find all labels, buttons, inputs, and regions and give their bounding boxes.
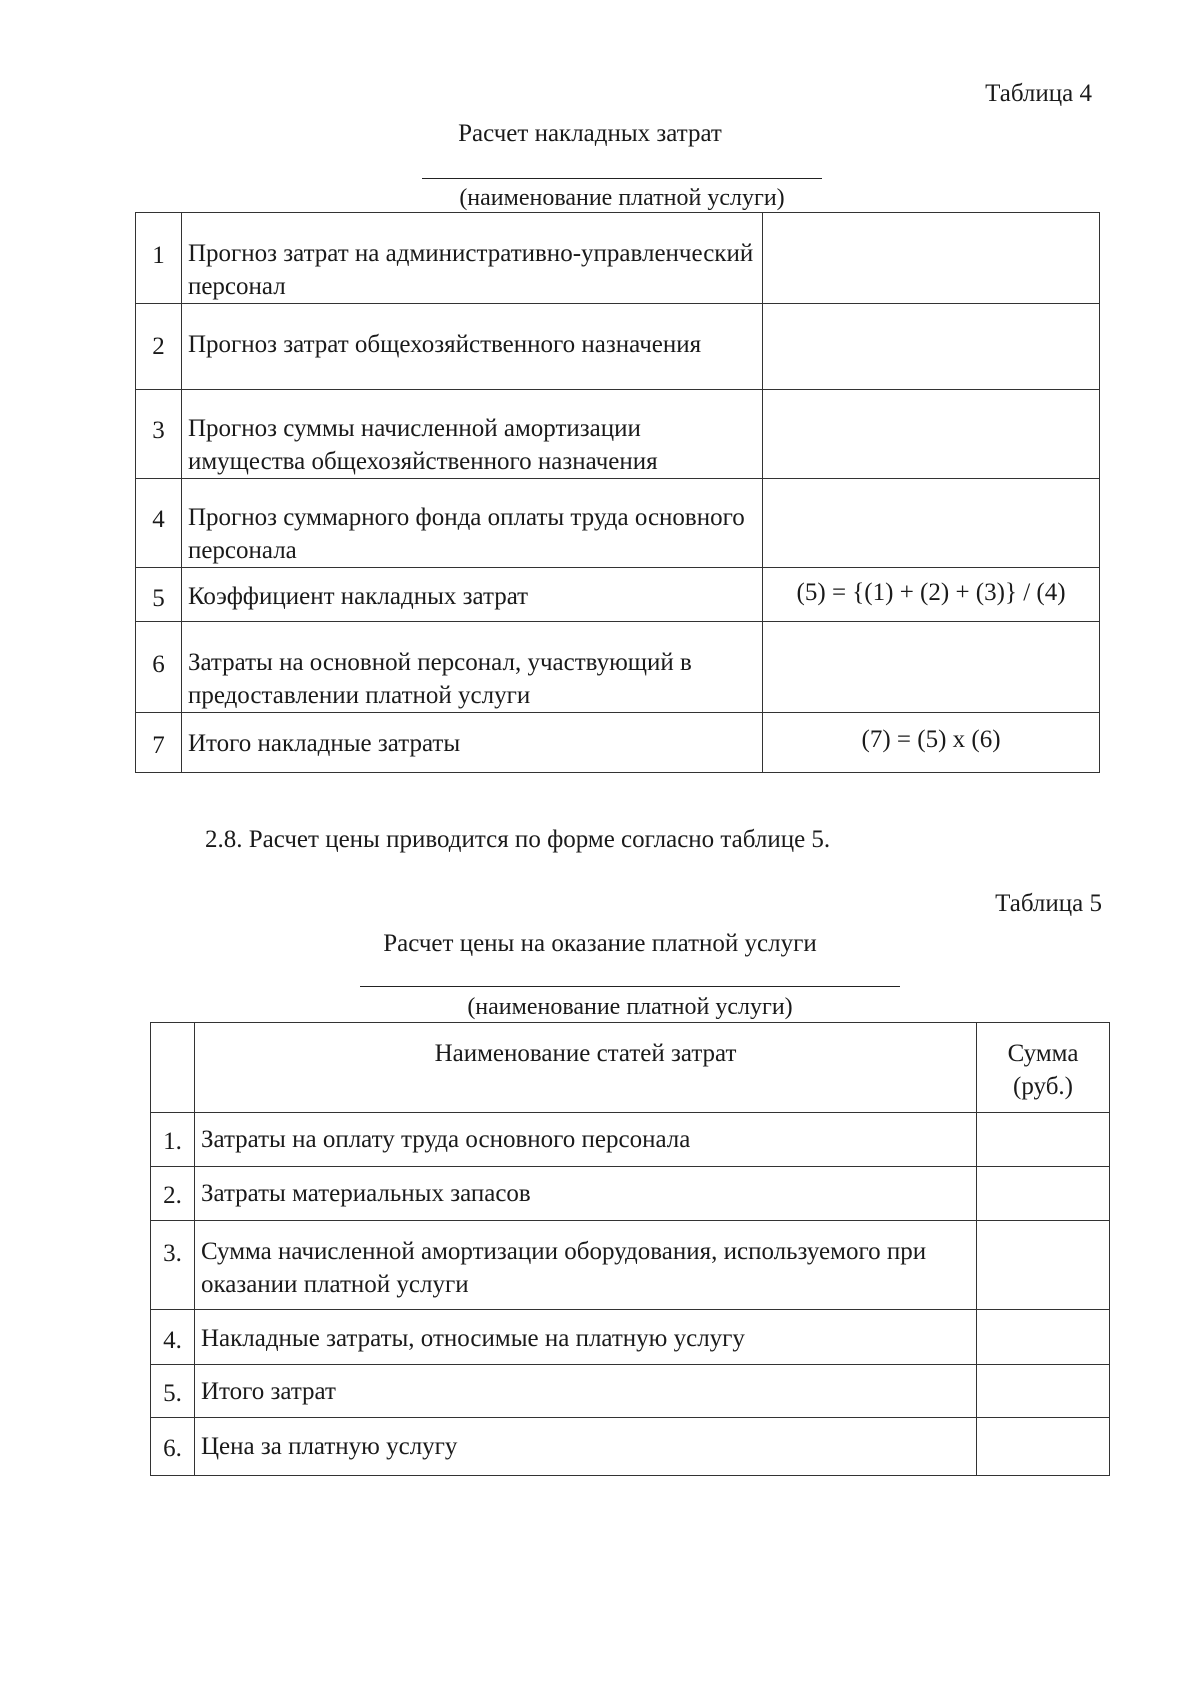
table-row [151, 1310, 1110, 1365]
header-sum-rub: Сумма (руб.) [977, 1023, 1110, 1113]
table-row [136, 479, 1100, 568]
table5-service-name-line [360, 986, 900, 987]
row-value-cell [763, 390, 1100, 479]
table5-title: Расчет цены на оказание платной услуги [383, 930, 817, 957]
row-text: Коэффициент накладных затрат [181, 568, 762, 622]
row-value-cell [763, 304, 1100, 390]
row-number: 3. [151, 1221, 195, 1310]
paragraph-2-8: 2.8. Расчет цены приводится по форме согласно таблице 5. [205, 826, 831, 853]
table-row [136, 304, 1100, 390]
table5-caption: (наименование платной услуги) [467, 994, 793, 1020]
row-text: Итого накладные затраты [181, 713, 762, 773]
table4-caption: (наименование платной услуги) [459, 185, 785, 211]
header-number-cell [151, 1023, 195, 1113]
table5-price-calculation [150, 1022, 1110, 1476]
row-number: 2. [151, 1167, 195, 1221]
row-text: Затраты на основной персонал, участвующий в предоставлении платной услуги [181, 622, 762, 713]
row-value-cell [977, 1310, 1110, 1365]
table5-number-label: Таблица 5 [995, 890, 1102, 917]
row-number: 4. [151, 1310, 195, 1365]
row-value-formula: (5) = {(1) + (2) + (3)} / (4) [763, 568, 1100, 622]
row-text: Прогноз затрат общехозяйственного назначения [181, 304, 762, 390]
table-row [136, 390, 1100, 479]
row-value-cell [763, 213, 1100, 304]
table-header-row [151, 1023, 1110, 1113]
row-text: Прогноз суммарного фонда оплаты труда основного персонала [181, 479, 762, 568]
header-cost-item-name: Наименование статей затрат [194, 1023, 976, 1113]
row-value-cell [977, 1113, 1110, 1167]
row-text: Цена за платную услугу [194, 1418, 976, 1476]
table-row [151, 1167, 1110, 1221]
row-text: Итого затрат [194, 1365, 976, 1418]
row-number: 6. [151, 1418, 195, 1476]
table-row [136, 568, 1100, 622]
row-text: Сумма начисленной амортизации оборудования, используемого при оказании платной услуги [194, 1221, 976, 1310]
table4-title: Расчет накладных затрат [458, 120, 722, 147]
table-row [136, 213, 1100, 304]
row-number: 6 [136, 622, 182, 713]
row-text: Затраты материальных запасов [194, 1167, 976, 1221]
table-row [136, 713, 1100, 773]
table-row [151, 1113, 1110, 1167]
row-value-formula: (7) = (5) x (6) [763, 713, 1100, 773]
row-text: Накладные затраты, относимые на платную услугу [194, 1310, 976, 1365]
table-row [151, 1365, 1110, 1418]
table4-overhead-costs [135, 212, 1100, 773]
row-text: Прогноз затрат на административно-управленческий персонал [181, 213, 762, 304]
table-row [151, 1221, 1110, 1310]
row-value-cell [763, 622, 1100, 713]
table-row [136, 622, 1100, 713]
table-row [151, 1418, 1110, 1476]
row-value-cell [977, 1167, 1110, 1221]
row-value-cell [977, 1365, 1110, 1418]
table4-service-name-line [422, 178, 822, 179]
row-number: 7 [136, 713, 182, 773]
row-value-cell [977, 1418, 1110, 1476]
row-number: 3 [136, 390, 182, 479]
row-number: 1. [151, 1113, 195, 1167]
row-number: 5 [136, 568, 182, 622]
row-value-cell [977, 1221, 1110, 1310]
row-text: Прогноз суммы начисленной амортизации имущества общехозяйственного назначения [181, 390, 762, 479]
row-value-cell [763, 479, 1100, 568]
row-number: 2 [136, 304, 182, 390]
row-number: 4 [136, 479, 182, 568]
row-text: Затраты на оплату труда основного персонала [194, 1113, 976, 1167]
row-number: 5. [151, 1365, 195, 1418]
table4-number-label: Таблица 4 [985, 80, 1092, 107]
row-number: 1 [136, 213, 182, 304]
